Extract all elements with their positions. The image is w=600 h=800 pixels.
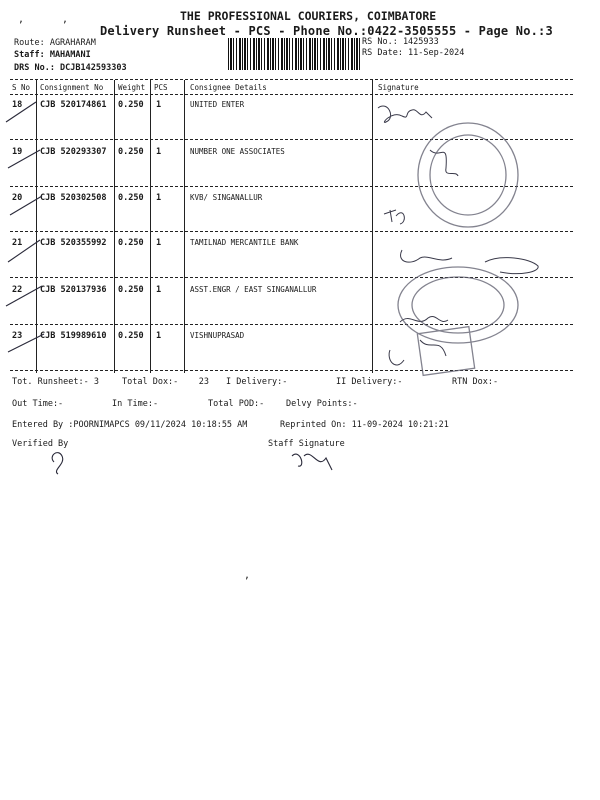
rtn-dox: RTN Dox:- (452, 377, 499, 387)
row-pcs: 1 (156, 193, 162, 203)
row-consignment: CJB 520137936 (40, 285, 107, 295)
col-weight: Weight (118, 83, 146, 92)
row-weight: 0.250 (118, 193, 144, 203)
verified-by: Verified By (12, 439, 69, 449)
runsheet-subtitle: Delivery Runsheet - PCS - Phone No.:0422-3505555 - Page No.:3 (100, 24, 553, 38)
row-consignee: NUMBER ONE ASSOCIATES (190, 147, 285, 156)
row-consignee: KVB/ SINGANALLUR (190, 193, 263, 202)
row-sno: 20 (12, 193, 23, 203)
delvy-points: Delvy Points:- (286, 399, 358, 409)
row-pcs: 1 (156, 147, 162, 157)
col-consignee: Consignee Details (190, 83, 267, 92)
row-consignment: CJB 520302508 (40, 193, 107, 203)
company-title: THE PROFESSIONAL COURIERS, COIMBATORE (180, 9, 437, 23)
stray-mark: , (18, 14, 25, 25)
rs-date: RS Date: 11-Sep-2024 (362, 48, 465, 58)
in-time: In Time:- (112, 399, 159, 409)
rs-number: RS No.: 1425933 (362, 37, 439, 47)
total-dox: Total Dox:- 23 (122, 377, 209, 387)
entered-by: Entered By :POORNIMAPCS 09/11/2024 10:18:55 AM (12, 420, 248, 430)
row-sno: 18 (12, 100, 23, 110)
row-consignment: CJB 520293307 (40, 147, 107, 157)
row-sno: 21 (12, 238, 23, 248)
staff-signature: Staff Signature (268, 439, 345, 449)
row-sno: 19 (12, 147, 23, 157)
col-signature: Signature (378, 83, 419, 92)
total-pod: Total POD:- (208, 399, 265, 409)
row-consignee: TAMILNAD MERCANTILE BANK (190, 238, 299, 247)
stray-mark: , (244, 570, 251, 581)
out-time: Out Time:- (12, 399, 64, 409)
col-pcs: PCS (154, 83, 168, 92)
row-weight: 0.250 (118, 100, 144, 110)
row-sno: 22 (12, 285, 23, 295)
ii-delivery: II Delivery:- (336, 377, 403, 387)
staff-label: Staff: MAHAMANI (14, 50, 91, 60)
drs-number: DRS No.: DCJB142593303 (14, 63, 127, 73)
reprinted-on: Reprinted On: 11-09-2024 10:21:21 (280, 420, 449, 430)
route-label: Route: AGRAHARAM (14, 38, 96, 48)
row-consignment: CJB 520174861 (40, 100, 107, 110)
row-weight: 0.250 (118, 331, 144, 341)
row-consignment: CJB 519989610 (40, 331, 107, 341)
row-consignee: UNITED ENTER (190, 100, 245, 109)
row-sno: 23 (12, 331, 23, 341)
row-consignee: ASST.ENGR / EAST SINGANALLUR (190, 285, 317, 294)
row-pcs: 1 (156, 100, 162, 110)
col-sno: S No (12, 83, 31, 92)
row-consignment: CJB 520355992 (40, 238, 107, 248)
row-consignee: VISHNUPRASAD (190, 331, 245, 340)
row-pcs: 1 (156, 331, 162, 341)
tot-runsheet: Tot. Runsheet:- 3 (12, 377, 99, 387)
row-weight: 0.250 (118, 238, 144, 248)
stray-mark: , (62, 14, 69, 25)
i-delivery: I Delivery:- (226, 377, 288, 387)
row-pcs: 1 (156, 238, 162, 248)
col-consignment: Consignment No (40, 83, 104, 92)
row-pcs: 1 (156, 285, 162, 295)
row-weight: 0.250 (118, 285, 144, 295)
row-weight: 0.250 (118, 147, 144, 157)
